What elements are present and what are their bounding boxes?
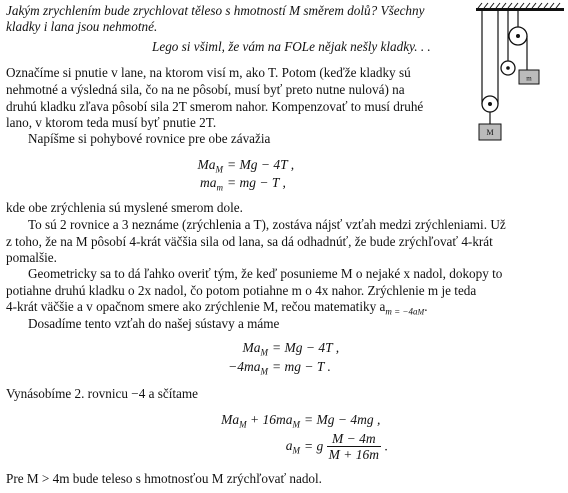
problem-line-2: kladky i lana jsou nehmotné. xyxy=(6,19,158,34)
eq3-row2-rhs: = g $\frac{M - 4m}{M + 16m}$ . xyxy=(304,431,388,462)
solution-p1-line-4: lano, v ktorom teda musí byť pnutie 2T. xyxy=(6,115,217,130)
eq3-fraction: $\frac{M - 4m}{M + 16m}$ xyxy=(328,431,379,462)
eq3-row2-lhs: $a_M$ xyxy=(285,438,300,456)
middle-pulley xyxy=(501,61,515,75)
eq2-row1-lhs: $Ma_M$ xyxy=(242,340,268,358)
solution-p3: kde obe zrýchlenia sú myslené smerom dole. xyxy=(6,200,243,215)
ceiling xyxy=(476,3,564,11)
eq2-row2-rhs: = mg − T . xyxy=(272,359,331,374)
solution-p5-line-3: 4-krát väčšie a v opačnom smere ako zrýchlenie M, rečou matematiky $a_{m = -4aM}$. xyxy=(6,299,428,317)
pulley-diagram xyxy=(468,0,566,142)
problem-remark: Lego si všiml, že vám na FOLe nějak nešly kladky. . . xyxy=(152,39,431,54)
eq1-row1-rhs: = Mg − 4T , xyxy=(227,157,295,172)
solution-p4-line-2: z toho, že na M pôsobí 4-krát väčšia sila od lana, sa dá odhadnúť, že bude zrýchľovať 4-krát xyxy=(6,234,493,249)
problem-line-1: Jakým zrychlením bude zrychlovat těleso s hmotností M směrem dolů? Všechny xyxy=(6,3,425,18)
mass-small xyxy=(519,70,539,84)
mass-large xyxy=(479,124,501,140)
mass-large-label: M xyxy=(486,128,494,137)
eq1-row2-lhs: $ma_m$ xyxy=(200,175,223,193)
solution-p1-line-2: nehmotné a výsledná sila, čo na ne pôsobí, musí byť preto nutne nulová) na xyxy=(6,82,405,97)
eq1-row2-rhs: = mg − T , xyxy=(227,175,286,190)
solution-p4-line-3: pomalšie. xyxy=(6,250,57,265)
fixed-pulley xyxy=(509,27,527,45)
eq2-row2-lhs: $-4ma_M$ xyxy=(228,359,268,377)
movable-pulley xyxy=(482,96,498,112)
eq1-row1-lhs: $Ma_M$ xyxy=(197,157,223,175)
solution-p2: Napíšme si pohybové rovnice pre obe závažia xyxy=(28,131,271,146)
p5-relation: m = −4a xyxy=(385,306,418,317)
solution-p5-line-2: potiahne druhú kladku o 2x nadol, čo potom potiahne m o 4x nahor. Zrýchlenie m je teda xyxy=(6,283,477,298)
solution-p4-line-1: To sú 2 rovnice a 3 neznáme (zrýchlenia a T), zostáva nájsť vzťah medzi zrýchleniami. Už xyxy=(28,217,506,232)
solution-p6: Dosadíme tento vzťah do našej sústavy a máme xyxy=(28,316,280,331)
mass-small-label: m xyxy=(526,74,532,83)
solution-p5-line-1: Geometricky sa to dá ľahko overiť tým, že keď posunieme M o nejaké x nadol, dokopy to xyxy=(28,266,503,281)
solution-p1-line-3: druhú kladku zľava pôsobí sila 2T smerom nahor. Kompenzovať to musí druhé xyxy=(6,99,424,114)
solution-p7: Vynásobíme 2. rovnicu −4 a sčítame xyxy=(6,386,199,401)
eq3-row1-lhs: $Ma_M + 16ma_M$ xyxy=(221,412,300,430)
eq3-row1-rhs: = Mg − 4mg , xyxy=(304,412,381,427)
solution-p8: Pre M > 4m bude teleso s hmotnosťou M zrýchľovať nadol. xyxy=(6,471,322,486)
eq2-row1-rhs: = Mg − 4T , xyxy=(272,340,340,355)
solution-p1-line-1: Označíme si pnutie v lane, na ktorom visí m, ako T. Potom (keďže kladky sú xyxy=(6,65,411,80)
